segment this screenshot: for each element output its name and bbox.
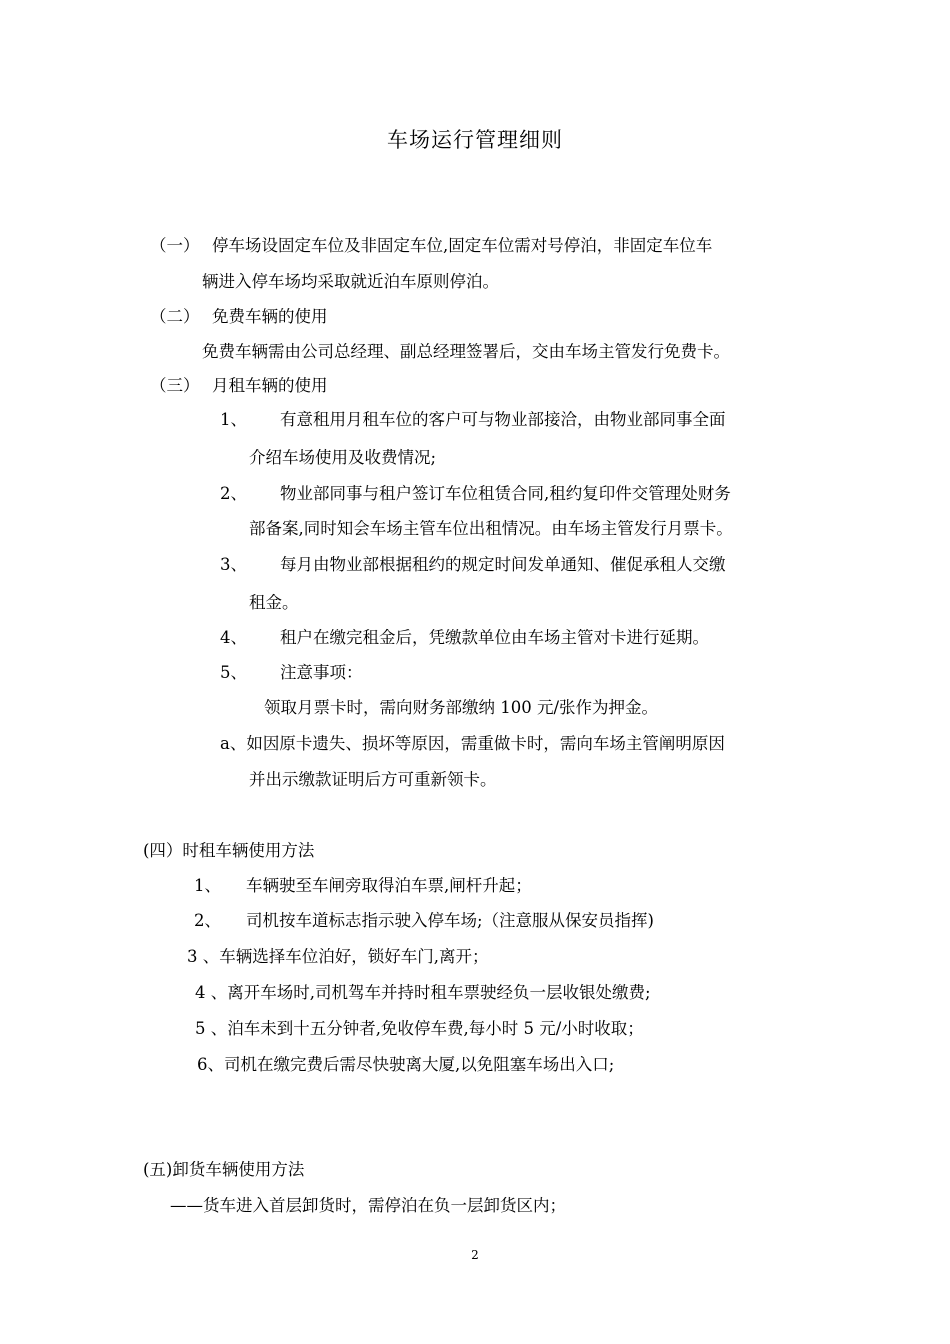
section-2-heading [150,305,328,329]
list-item-1-cont: 介绍车场使用及收费情况; [249,448,437,467]
page-title: 车场运行管理细则 [387,128,563,152]
list-item-3 [220,553,726,577]
paragraph-text: 每月由物业部根据租约的规定时间发单通知、催促承租人交缴 [280,555,726,574]
hourly-item-6: 6、司机在缴完费后需尽快驶离大厦,以免阻塞车场出入口; [197,1055,615,1074]
item-number: 4、 [220,628,247,647]
paragraph-text: 月租车辆的使用 [212,376,328,395]
hourly-item-4: 4 、离开车场时,司机驾车并持时租车票驶经负一层收银处缴费; [195,983,651,1002]
paragraph-text: 免费车辆的使用 [212,307,328,326]
section-4-heading: (四）时租车辆使用方法 [143,841,315,860]
note-a [220,732,725,756]
paragraph-text: 物业部同事与租户签订车位租赁合同,租约复印件交管理处财务 [280,484,731,503]
section-5-body: ——货车进入首层卸货时，需停泊在负一层卸货区内； [170,1196,566,1215]
hourly-item-3: 3 、车辆选择车位泊好，锁好车门,离开； [187,947,489,966]
paragraph-text: 注意事项： [280,663,363,682]
item-number: 1、 [194,876,221,895]
section-2-body: 免费车辆需由公司总经理、副总经理签署后，交由车场主管发行免费卡。 [202,342,730,361]
item-letter: a、 [220,734,247,753]
list-item-5 [220,661,363,685]
section-number: （三） [150,376,200,395]
paragraph-text: 司机按车道标志指示驶入停车场;（注意服从保安员指挥) [246,911,654,930]
paragraph-text: 有意租用月租车位的客户可与物业部接洽，由物业部同事全面 [280,410,726,429]
section-5-heading: (五)卸货车辆使用方法 [143,1160,305,1179]
item-number: 2、 [220,484,247,503]
section-1-line-2: 辆进入停车场均采取就近泊车原则停泊。 [202,272,499,291]
section-number: （二） [150,307,200,326]
item-number: 3、 [220,555,247,574]
paragraph-text: 车辆驶至车闸旁取得泊车票,闸杆升起； [246,876,532,895]
section-number: （一） [150,236,200,255]
hourly-item-1 [194,874,532,898]
item-number: 1、 [220,410,247,429]
note-a-cont: 并出示缴款证明后方可重新领卡。 [249,770,497,789]
list-item-4 [220,626,709,650]
hourly-item-2 [194,909,654,933]
item-number: 2、 [194,911,221,930]
section-3-heading [150,374,328,398]
list-item-3-cont: 租金。 [249,593,299,612]
paragraph-text: 停车场设固定车位及非固定车位,固定车位需对号停泊，非固定车位车 [212,236,713,255]
item-number: 5、 [220,663,247,682]
page-number: 2 [471,1248,479,1262]
note-deposit: 领取月票卡时，需向财务部缴纳 100 元/张作为押金。 [264,698,659,717]
paragraph-text: 租户在缴完租金后，凭缴款单位由车场主管对卡进行延期。 [280,628,709,647]
list-item-2 [220,482,731,506]
paragraph-text: 如因原卡遗失、损坏等原因，需重做卡时，需向车场主管阐明原因 [246,734,725,753]
list-item-1 [220,408,726,432]
hourly-item-5: 5 、泊车未到十五分钟者,免收停车费,每小时 5 元/小时收取； [195,1019,644,1038]
list-item-2-cont: 部备案,同时知会车场主管车位出租情况。由车场主管发行月票卡。 [249,519,733,538]
section-1-line-1 [150,234,712,258]
